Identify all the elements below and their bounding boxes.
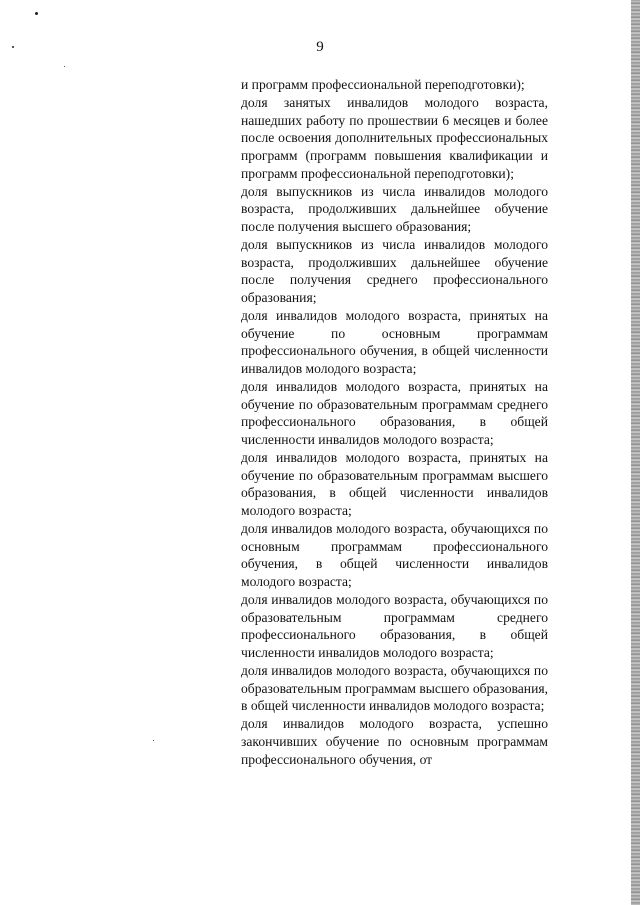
paragraph: доля выпускников из числа инвалидов молодого возраста, продолживших дальнейшее обучение после получения высшего образования; [241, 183, 548, 234]
paragraph: и программ профессиональной переподготовки); [241, 77, 525, 92]
paragraph: доля инвалидов молодого возраста, успешно закончивших обучение по основным программам профессионального обучения, от [241, 716, 548, 767]
paragraph: доля занятых инвалидов молодого возраста, нашедших работу по прошествии 6 месяцев и более после освоения дополнительных профессиональных программ (программ повышения квалификации и программ профессиональной переподготовки); [241, 94, 548, 181]
body-text [241, 76, 548, 768]
scan-speck [64, 66, 65, 67]
paragraph: доля инвалидов молодого возраста, принятых на обучение по образовательным программам высшего образования, в общей численности инвалидов молодого возраста; [241, 449, 548, 518]
paragraph: доля инвалидов молодого возраста, обучающихся по образовательным программам высшего образования, в общей численности инвалидов молодого возраста; [241, 662, 548, 714]
scan-speck [153, 740, 154, 741]
paragraph: доля инвалидов молодого возраста, обучающихся по образовательным программам среднего профессионального образования, в общей численности инвалидов молодого возраста; [241, 591, 548, 660]
scan-edge-strip [631, 0, 640, 905]
paragraph: доля выпускников из числа инвалидов молодого возраста, продолживших дальнейшее обучение после получения среднего профессионального образования; [241, 236, 548, 305]
paragraph: доля инвалидов молодого возраста, принятых на обучение по основным программам профессионального обучения, в общей численности инвалидов молодого возраста; [241, 307, 548, 376]
page-number: 9 [316, 39, 324, 55]
paragraph: доля инвалидов молодого возраста, принятых на обучение по образовательным программам среднего профессионального образования, в общей численности инвалидов молодого возраста; [241, 378, 548, 447]
scan-speck [35, 12, 38, 15]
paragraph: доля инвалидов молодого возраста, обучающихся по основным программам профессионального обучения, в общей численности инвалидов молодого возраста; [241, 520, 548, 589]
